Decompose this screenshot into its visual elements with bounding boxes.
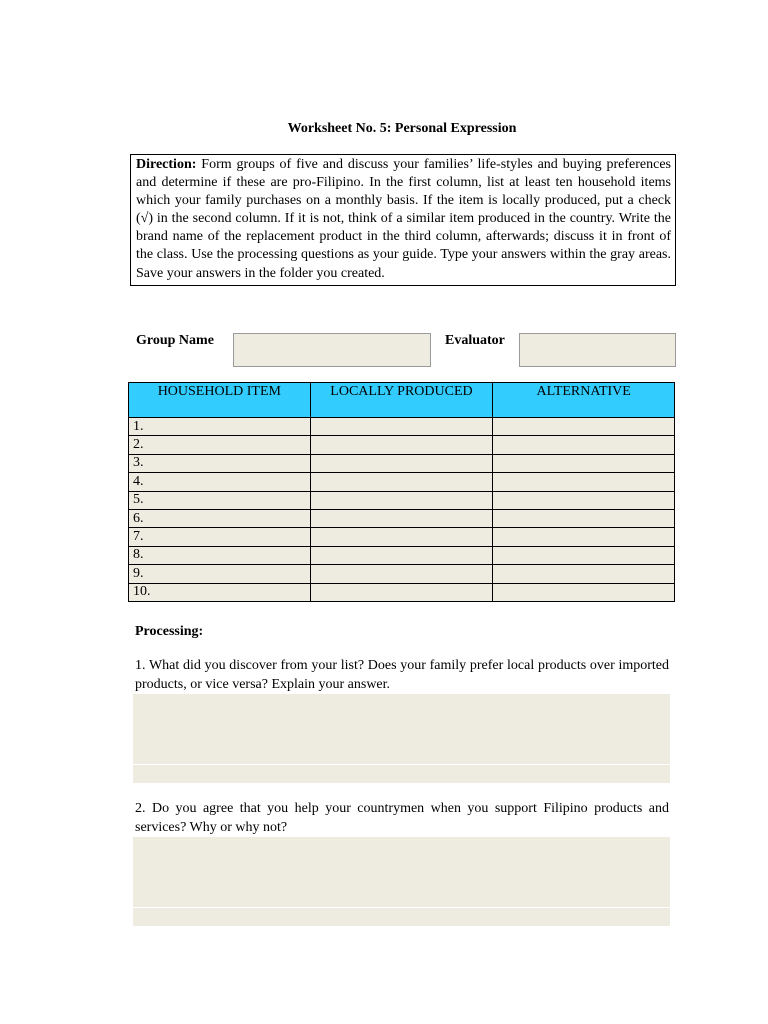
- locally-produced-cell[interactable]: [310, 565, 493, 583]
- worksheet-title: Worksheet No. 5: Personal Expression: [287, 121, 517, 136]
- group-name-field[interactable]: [233, 333, 431, 367]
- alternative-cell[interactable]: [493, 509, 675, 527]
- answer-divider: [133, 907, 670, 908]
- locally-produced-cell[interactable]: [310, 454, 493, 472]
- household-item-cell[interactable]: 10.: [129, 583, 311, 601]
- household-item-cell[interactable]: 1.: [129, 418, 311, 436]
- alternative-cell[interactable]: [493, 436, 675, 454]
- question-2: 2. Do you agree that you help your countrymen when you support Filipino products and services? Why or why not?: [135, 801, 669, 835]
- household-item-cell[interactable]: 5.: [129, 491, 311, 509]
- locally-produced-cell[interactable]: [310, 436, 493, 454]
- locally-produced-cell[interactable]: [310, 546, 493, 564]
- alternative-cell[interactable]: [493, 491, 675, 509]
- household-item-cell[interactable]: 3.: [129, 454, 311, 472]
- table-row: [129, 565, 675, 583]
- table-row: [129, 454, 675, 472]
- alternative-cell[interactable]: [493, 473, 675, 491]
- household-item-cell[interactable]: 2.: [129, 436, 311, 454]
- table-row: [129, 528, 675, 546]
- alternative-cell[interactable]: [493, 565, 675, 583]
- household-item-cell[interactable]: 4.: [129, 473, 311, 491]
- locally-produced-cell[interactable]: [310, 491, 493, 509]
- household-item-cell[interactable]: 6.: [129, 509, 311, 527]
- household-item-cell[interactable]: 9.: [129, 565, 311, 583]
- alternative-cell[interactable]: [493, 528, 675, 546]
- alternative-cell[interactable]: [493, 546, 675, 564]
- household-items-table: [128, 382, 675, 602]
- table-row: [129, 473, 675, 491]
- header-alternative: ALTERNATIVE: [493, 383, 675, 418]
- evaluator-field[interactable]: [519, 333, 676, 367]
- table-row: [129, 491, 675, 509]
- group-name-label: Group Name: [136, 333, 214, 348]
- answer-field-2[interactable]: [133, 837, 670, 926]
- answer-field-1[interactable]: [133, 694, 670, 783]
- alternative-cell[interactable]: [493, 418, 675, 436]
- evaluator-label: Evaluator: [445, 333, 505, 348]
- locally-produced-cell[interactable]: [310, 528, 493, 546]
- header-locally-produced: LOCALLY PRODUCED: [310, 383, 493, 418]
- header-household-item: HOUSEHOLD ITEM: [129, 383, 311, 418]
- answer-divider: [133, 764, 670, 765]
- locally-produced-cell[interactable]: [310, 473, 493, 491]
- table-row: [129, 418, 675, 436]
- direction-text: Form groups of five and discuss your families’ life-styles and buying preferences and determine if these are pro-Filipino. In the first column, list at least ten household items which your family purchases on a monthly basis. If the item is locally produced, put a check (√) in the second column. If it is not, think of a similar item produced in the country. Write the brand name of the replacement product in the third column, afterwards; discuss it in front of the class. Use the processing questions as your guide. Type your answers within the gray areas. Save your answers in the folder you created.: [136, 157, 671, 281]
- table-row: [129, 436, 675, 454]
- household-item-cell[interactable]: 8.: [129, 546, 311, 564]
- locally-produced-cell[interactable]: [310, 583, 493, 601]
- table-header-row: [129, 383, 675, 418]
- processing-label: Processing:: [135, 624, 204, 639]
- locally-produced-cell[interactable]: [310, 509, 493, 527]
- table-row: [129, 583, 675, 601]
- household-item-cell[interactable]: 7.: [129, 528, 311, 546]
- table-row: [129, 509, 675, 527]
- alternative-cell[interactable]: [493, 583, 675, 601]
- alternative-cell[interactable]: [493, 454, 675, 472]
- direction-box: [130, 154, 676, 286]
- direction-label: Direction:: [136, 157, 197, 172]
- locally-produced-cell[interactable]: [310, 418, 493, 436]
- table-row: [129, 546, 675, 564]
- question-1: 1. What did you discover from your list? Does your family prefer local products over imported products, or vice versa? Explain your answer.: [135, 658, 669, 692]
